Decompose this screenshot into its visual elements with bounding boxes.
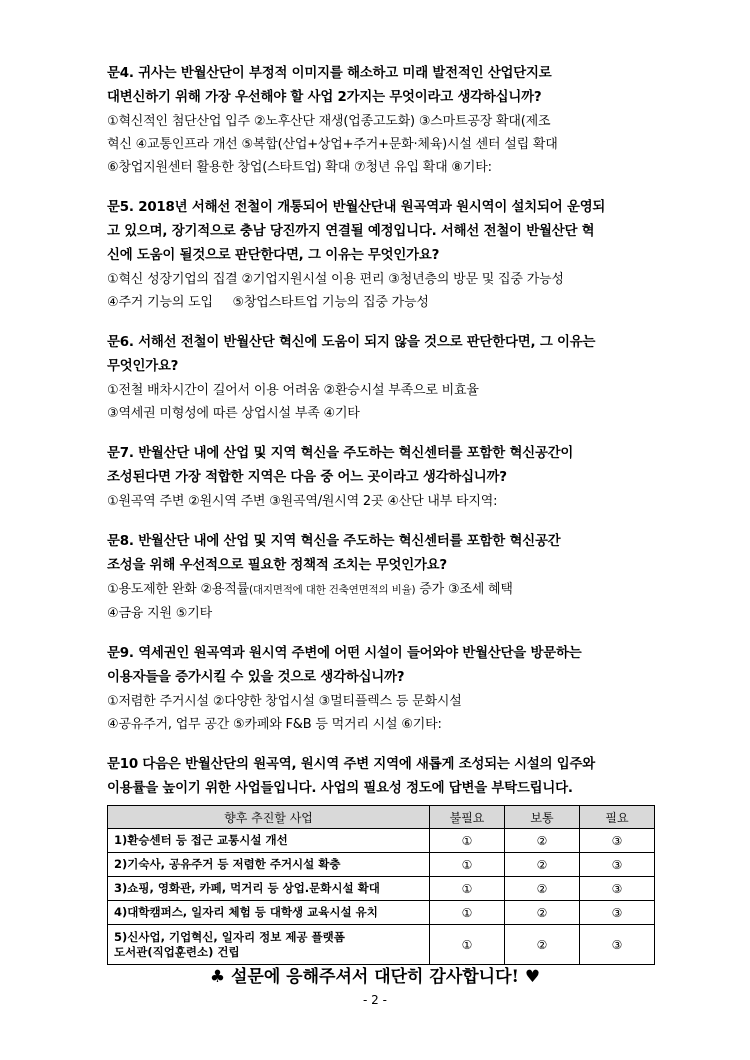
choice-necessary[interactable]: ③	[580, 853, 655, 877]
question-text: 이용자들을 증가시킬 수 있을 것으로 생각하십니까?	[107, 670, 405, 685]
question-7	[107, 442, 667, 513]
project-item-line: 도서관(직업훈련소) 건립	[114, 944, 240, 959]
question-text: 문8. 반월산단 내에 산업 및 지역 혁신을 주도하는 혁신센터를 포함한 혁신공간	[107, 534, 561, 549]
table-row	[108, 901, 655, 925]
choice-necessary[interactable]: ③	[580, 877, 655, 901]
choice-unnecessary[interactable]: ①	[430, 877, 505, 901]
question-text: 이용률을 높이기 위한 사업들입니다. 사업의 필요성 정도에 답변을 부탁드립니다.	[107, 781, 573, 796]
choice-neutral[interactable]: ②	[505, 925, 580, 965]
question-text: 대변신하기 위해 가장 우선해야 할 사업 2가지는 무엇이라고 생각하십니까?	[107, 90, 542, 105]
option-text: 증가 ③조세 혜택	[415, 582, 513, 597]
choice-neutral[interactable]: ②	[505, 877, 580, 901]
answer-options: ①원곡역 주변 ②원시역 주변 ③원곡역/원시역 2곳 ④산단 내부 타지역:	[107, 494, 498, 509]
question-9	[107, 642, 667, 736]
question-text: 조성을 위해 우선적으로 필요한 정책적 조치는 무엇인가요?	[107, 558, 447, 573]
answer-options: ①혁신적인 첨단산업 입주 ②노후산단 재생(업종고도화) ③스마트공장 확대(제조	[107, 114, 551, 129]
choice-unnecessary[interactable]: ①	[430, 853, 505, 877]
question-text: 문6. 서해선 전철이 반월산단 혁신에 도움이 되지 않을 것으로 판단한다면, 그 이유는	[107, 335, 596, 350]
project-item	[108, 925, 430, 965]
project-item: 2)기숙사, 공유주거 등 저렴한 주거시설 확충	[108, 853, 430, 877]
choice-necessary[interactable]: ③	[580, 829, 655, 853]
question-text: 조성된다면 가장 적합한 지역은 다음 중 어느 곳이라고 생각하십니까?	[107, 470, 507, 485]
table-header-row	[108, 806, 655, 829]
question-text: 문7. 반월산단 내에 산업 및 지역 혁신을 주도하는 혁신센터를 포함한 혁신공간이	[107, 446, 574, 461]
project-item: 1)환승센터 등 접근 교통시설 개선	[108, 829, 430, 853]
answer-options: ④금융 지원 ⑤기타	[107, 606, 212, 621]
answer-options: 혁신 ④교통인프라 개선 ⑤복합(산업+상업+주거+문화·체육)시설 센터 설립 확대	[107, 137, 558, 152]
question-5	[107, 196, 667, 314]
question-text: 고 있으며, 장기적으로 충남 당진까지 연결될 예정입니다. 서해선 전철이 반월산단 혁	[107, 224, 595, 239]
option-note: (대지면적에 대한 건축연면적의 비율)	[249, 584, 416, 596]
choice-unnecessary[interactable]: ①	[430, 901, 505, 925]
question-4	[107, 62, 667, 179]
option-text: ①용도제한 완화 ②용적률	[107, 582, 249, 597]
table-row	[108, 853, 655, 877]
answer-options	[107, 578, 667, 602]
table-row	[108, 829, 655, 853]
answer-options: ①전철 배차시간이 길어서 이용 어려움 ②환승시설 부족으로 비효율	[107, 383, 479, 398]
choice-neutral[interactable]: ②	[505, 829, 580, 853]
answer-options: ④주거 기능의 도입 ⑤창업스타트업 기능의 집중 가능성	[107, 295, 429, 310]
choice-necessary[interactable]: ③	[580, 901, 655, 925]
survey-content	[107, 62, 667, 965]
question-6	[107, 331, 667, 425]
table-header-neutral: 보통	[505, 806, 580, 829]
table-row	[108, 877, 655, 901]
question-8	[107, 530, 667, 625]
choice-neutral[interactable]: ②	[505, 901, 580, 925]
table-header-necessary: 필요	[580, 806, 655, 829]
answer-options: ⑥창업지원센터 활용한 창업(스타트업) 확대 ⑦청년 유입 확대 ⑧기타:	[107, 160, 492, 175]
project-necessity-table	[107, 805, 655, 965]
choice-neutral[interactable]: ②	[505, 853, 580, 877]
thank-you-message: ♣ 설문에 응해주셔서 대단히 감사합니다! ♥	[209, 967, 541, 987]
choice-unnecessary[interactable]: ①	[430, 925, 505, 965]
answer-options: ④공유주거, 업무 공간 ⑤카페와 F&B 등 먹거리 시설 ⑥기타:	[107, 717, 442, 732]
question-text: 신에 도움이 될것으로 판단한다면, 그 이유는 무엇인가요?	[107, 248, 440, 263]
project-item: 3)쇼핑, 영화관, 카페, 먹거리 등 상업.문화시설 확대	[108, 877, 430, 901]
project-item-line: 5)신사업, 기업혁신, 일자리 정보 제공 플랫폼	[114, 929, 345, 944]
question-text: 문5. 2018년 서해선 전철이 개통되어 반월산단내 원곡역과 원시역이 설치되어 운영되	[107, 200, 606, 215]
choice-necessary[interactable]: ③	[580, 925, 655, 965]
answer-options: ③역세권 미형성에 따른 상업시설 부족 ④기타	[107, 406, 360, 421]
question-text: 무엇인가요?	[107, 359, 179, 374]
choice-unnecessary[interactable]: ①	[430, 829, 505, 853]
project-item: 4)대학캠퍼스, 일자리 체험 등 대학생 교육시설 유치	[108, 901, 430, 925]
question-text: 문9. 역세권인 원곡역과 원시역 주변에 어떤 시설이 들어와야 반월산단을 방문하는	[107, 646, 582, 661]
answer-options: ①혁신 성장기업의 집결 ②기업지원시설 이용 편리 ③청년층의 방문 및 집중 가능성	[107, 272, 564, 287]
table-header-unnecessary: 불필요	[430, 806, 505, 829]
question-10	[107, 753, 667, 801]
table-header-project: 향후 추진할 사업	[108, 806, 430, 829]
table-row	[108, 925, 655, 965]
answer-options: ①저렴한 주거시설 ②다양한 창업시설 ③멀티플렉스 등 문화시설	[107, 694, 462, 709]
question-text: 문10 다음은 반월산단의 원곡역, 원시역 주변 지역에 새롭게 조성되는 시설의 입주와	[107, 757, 596, 772]
question-text: 문4. 귀사는 반월산단이 부정적 이미지를 해소하고 미래 발전적인 산업단지로	[107, 66, 552, 81]
page-number: - 2 -	[363, 993, 387, 1007]
